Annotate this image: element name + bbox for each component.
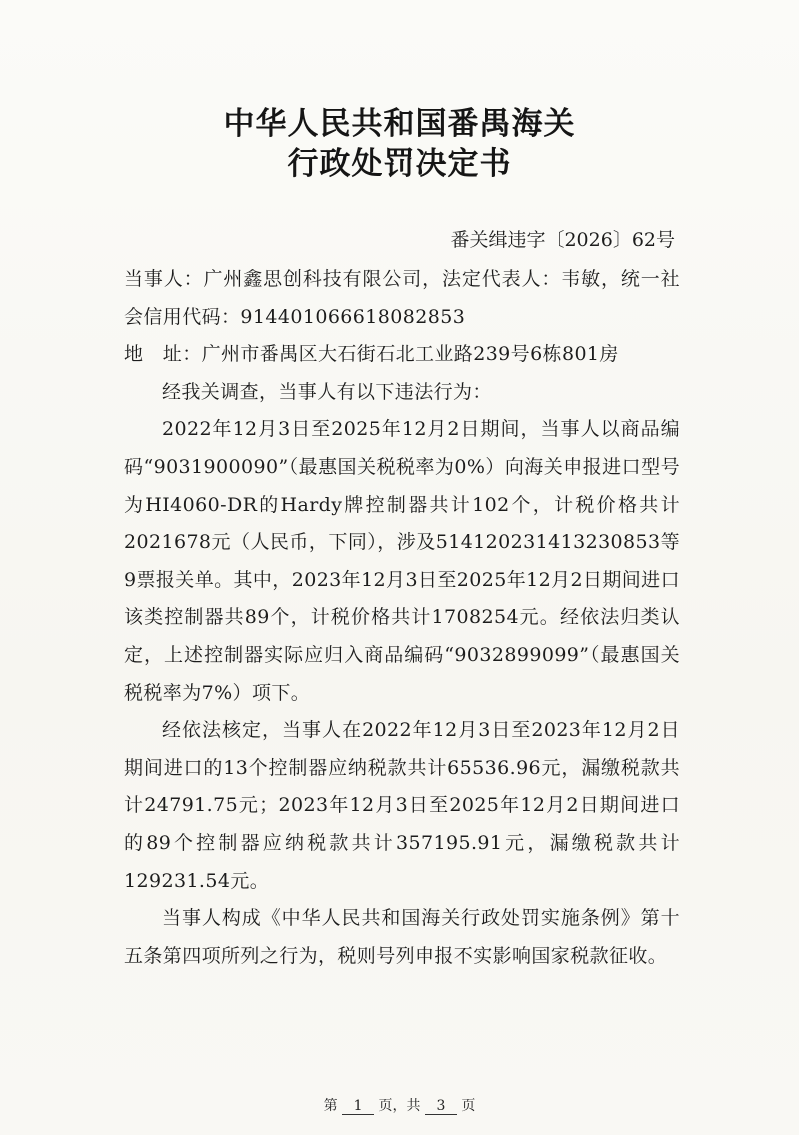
- tax-assessment-paragraph: 经依法核定，当事人在2022年12月3日至2023年12月2日期间进口的13个控制器应纳税款共计65536.96元，漏缴税款共计24791.75元；2023年12月3日至2025年12月2日期间进口的89个控制器应纳税款共计357195.91元，漏缴税款共计129231.54元。: [124, 719, 680, 892]
- footer-page-number: 1: [342, 1098, 374, 1115]
- footer-total-pages: 3: [425, 1098, 457, 1115]
- document-number: 番关缉违字〔2026〕62号: [450, 229, 675, 251]
- footer-prefix: 第: [323, 1098, 338, 1114]
- footer-middle: 页，共: [378, 1098, 421, 1114]
- document-title-line2: 行政处罚决定书: [287, 146, 512, 182]
- footer-suffix: 页: [461, 1098, 476, 1114]
- investigation-intro-paragraph: 经我关调查，当事人有以下违法行为：: [162, 380, 492, 403]
- page-footer: [0, 1096, 799, 1116]
- address-paragraph: 地 址：广州市番禺区大石街石北工业路239号6栋801房: [124, 343, 619, 366]
- party-info-paragraph: 当事人：广州鑫思创科技有限公司，法定代表人：韦敏，统一社会信用代码：914401066618082853: [124, 268, 680, 328]
- legal-basis-paragraph: 当事人构成《中华人民共和国海关行政处罚实施条例》第十五条第四项所列之行为，税则号列申报不实影响国家税款征收。: [124, 907, 680, 967]
- document-title-line1: 中华人民共和国番禺海关: [223, 106, 576, 142]
- document-body: [124, 261, 680, 975]
- violation-facts-paragraph: 2022年12月3日至2025年12月2日期间，当事人以商品编码“9031900090”（最惠国关税税率为0%）向海关申报进口型号为HI4060-DR的Hardy牌控制器共计102个，计税价格共计2021678元（人民币，下同），涉及514120231413230853等9票报关单。其中，2023年12月3日至2025年12月2日期间进口该类控制器共89个，计税价格共计1708254元。经依法归类认定，上述控制器实际应归入商品编码“9032899099”（最惠国关税税率为7%）项下。: [124, 418, 680, 704]
